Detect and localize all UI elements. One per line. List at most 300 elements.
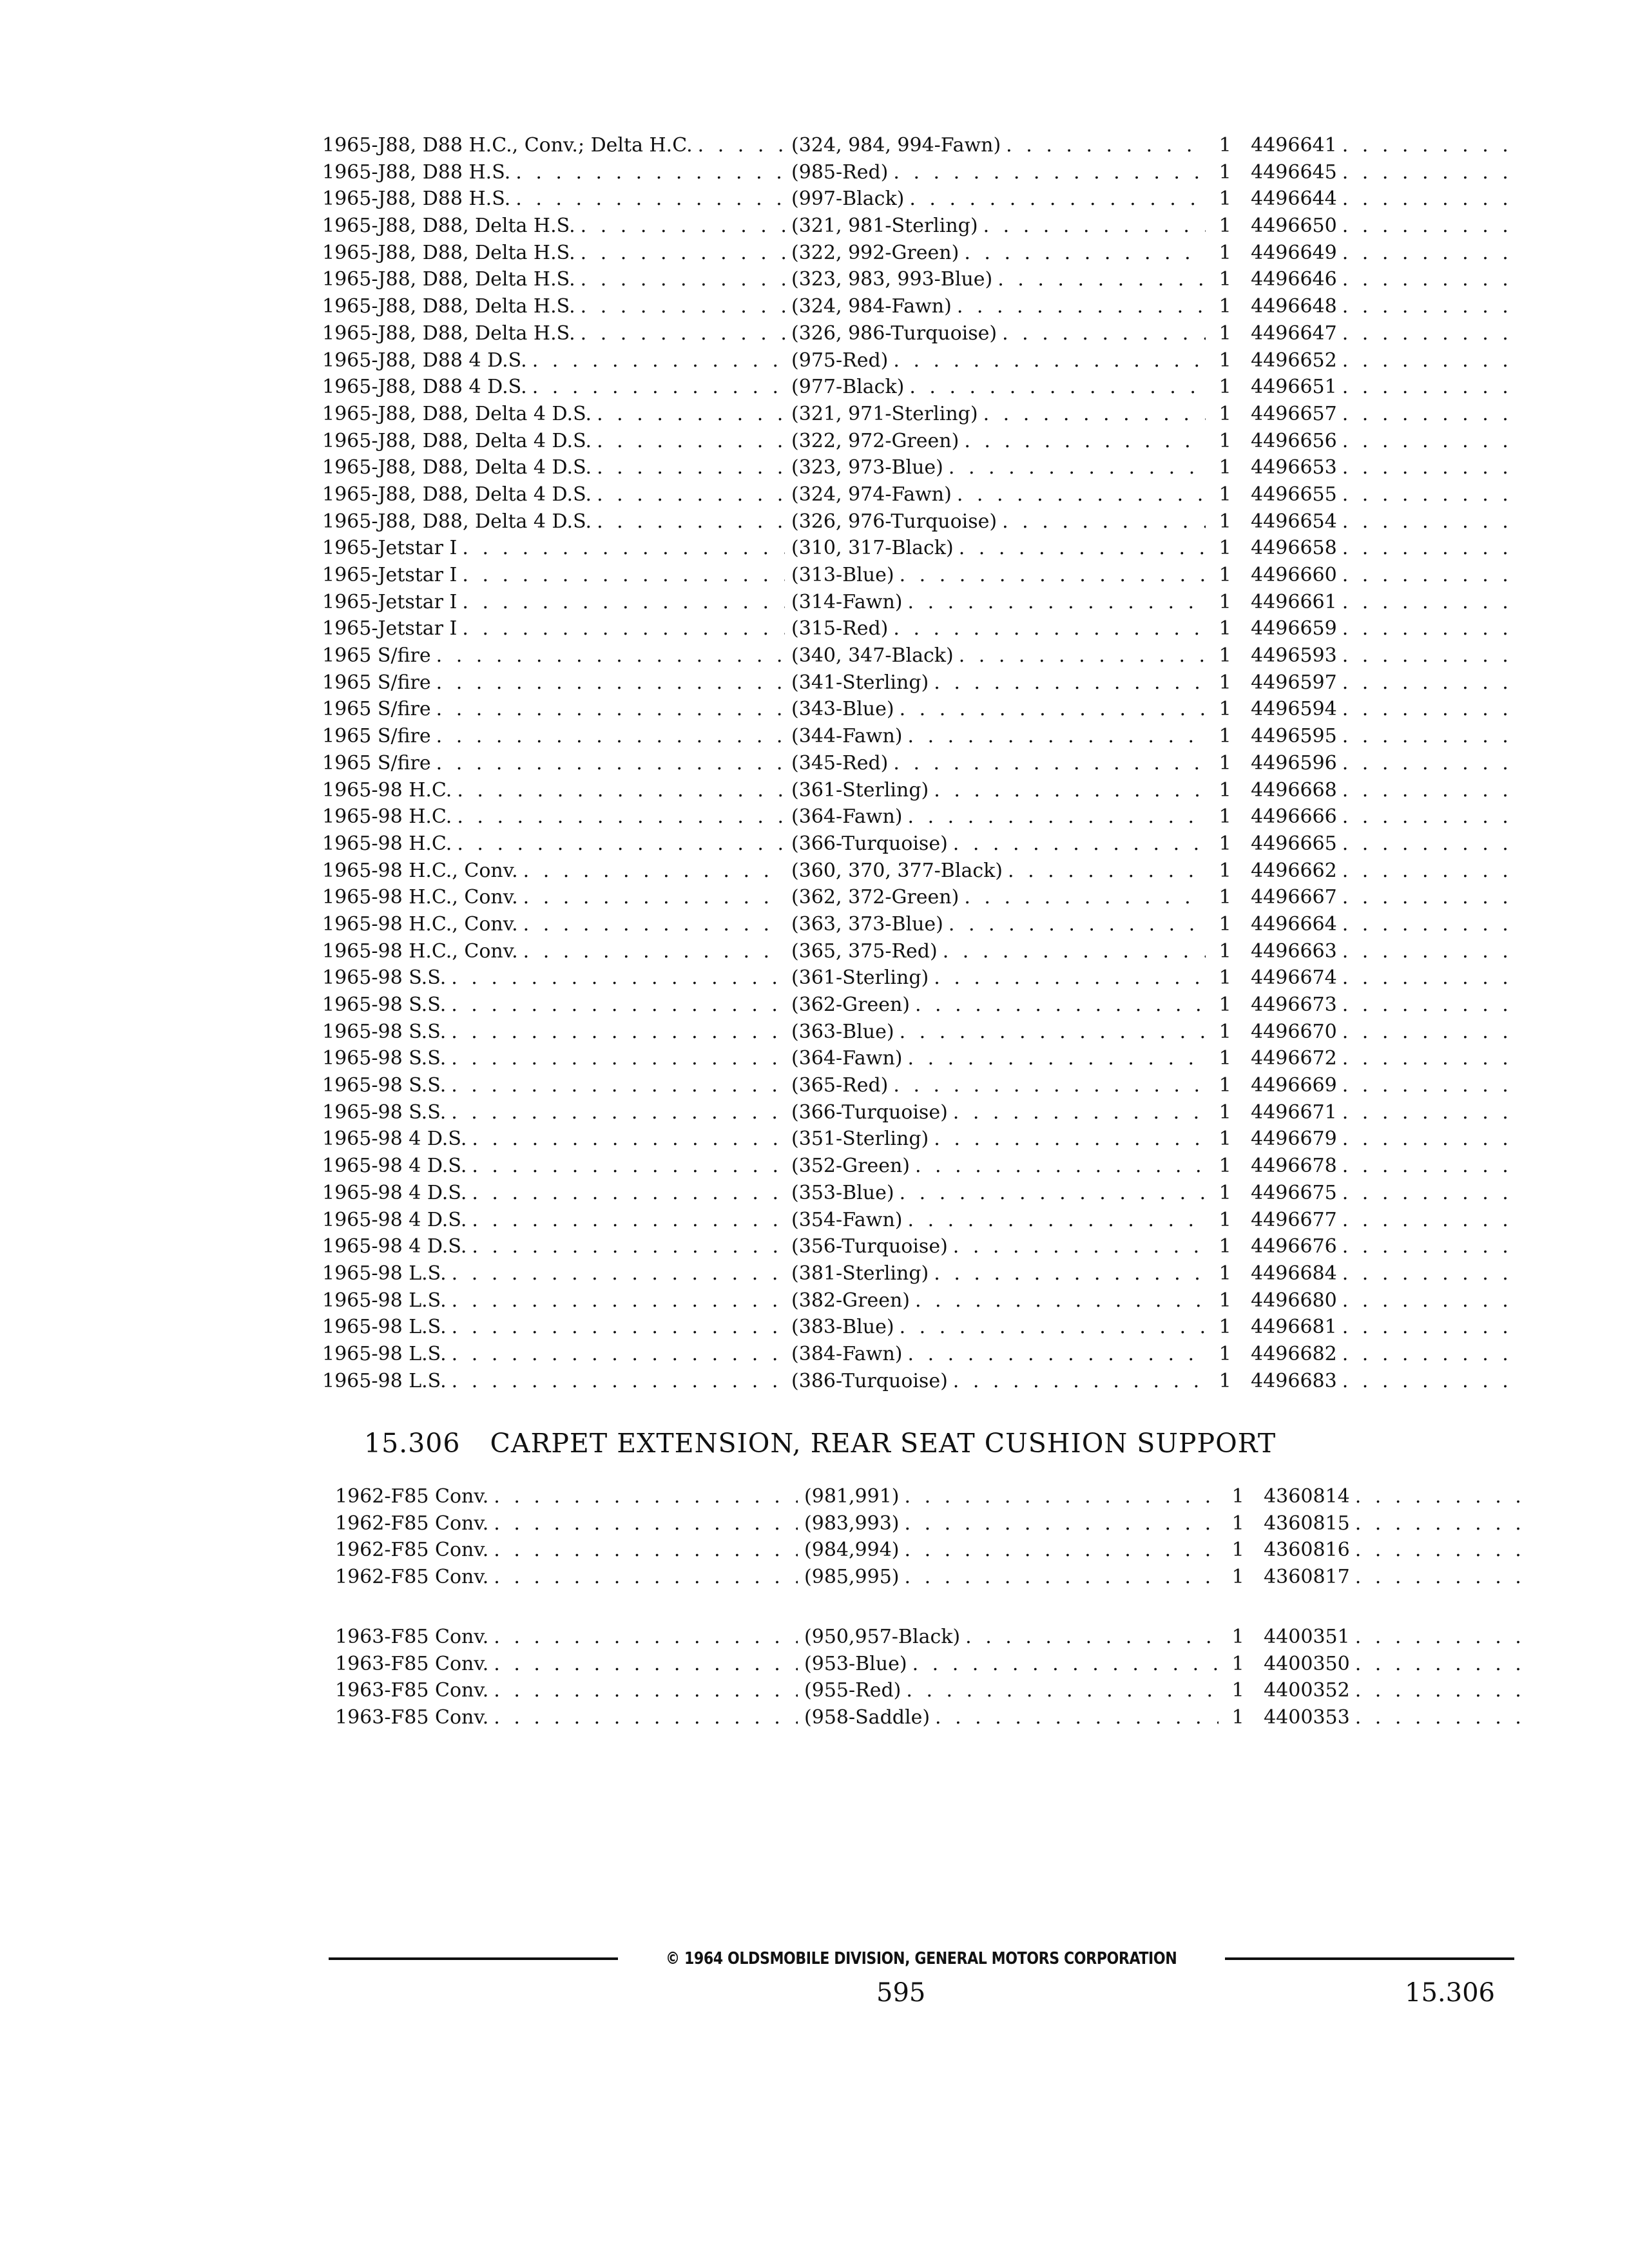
part-number-cell — [1251, 322, 1508, 345]
dot-leader — [1337, 456, 1508, 479]
dot-leader — [1350, 1653, 1521, 1675]
dot-leader — [452, 832, 785, 855]
dot-leader — [1337, 805, 1508, 828]
dot-leader — [888, 349, 1206, 372]
dot-leader — [446, 1101, 785, 1124]
trim-cell — [791, 940, 1206, 963]
trim-cell — [791, 376, 1206, 398]
model-cell — [322, 242, 785, 264]
model-text: 1965-98 S.S. — [322, 966, 447, 990]
dot-leader — [1337, 1209, 1508, 1231]
model-cell — [322, 1370, 785, 1392]
trim-cell — [791, 161, 1206, 184]
part-number-cell — [1251, 1074, 1508, 1097]
quantity-cell: 1 — [1219, 349, 1231, 372]
trim-text: (322, 972-Green) — [791, 429, 959, 452]
dot-leader — [488, 1626, 798, 1648]
table-row — [322, 1343, 1508, 1370]
part-number-cell — [1264, 1679, 1521, 1702]
dot-leader — [907, 1653, 1219, 1675]
table-row — [322, 1021, 1508, 1048]
quantity-cell: 1 — [1219, 1208, 1231, 1231]
trim-cell — [791, 752, 1206, 774]
table-row — [322, 430, 1508, 457]
quantity-cell: 1 — [1219, 537, 1231, 560]
trim-text: (953-Blue) — [804, 1652, 907, 1675]
dot-leader — [1337, 940, 1508, 963]
dot-leader — [938, 940, 1206, 963]
trim-text: (983,993) — [804, 1512, 900, 1535]
trim-text: (324, 984, 994-Fawn) — [791, 134, 1001, 157]
model-cell — [322, 322, 785, 345]
dot-leader — [1350, 1679, 1521, 1702]
model-text: 1965-98 S.S. — [322, 994, 447, 1016]
part-number-text: 4496674 — [1251, 966, 1337, 990]
part-number-text: 4400350 — [1264, 1652, 1350, 1675]
quantity-cell: 1 — [1219, 590, 1231, 613]
dot-leader — [888, 161, 1206, 184]
trim-text: (381-Sterling) — [791, 1262, 929, 1285]
model-text: 1965-J88, D88, Delta 4 D.S. — [322, 483, 592, 506]
trim-text: (384-Fawn) — [791, 1342, 903, 1365]
part-number-text: 4496660 — [1251, 564, 1337, 586]
dot-leader — [447, 1316, 785, 1338]
dot-leader — [467, 1209, 785, 1231]
trim-cell — [791, 187, 1206, 210]
trim-cell — [791, 134, 1206, 157]
model-text: 1965-J88, D88 H.S. — [322, 160, 511, 184]
dot-leader — [959, 886, 1206, 908]
part-number-text: 4496671 — [1251, 1100, 1337, 1124]
dot-leader — [447, 1343, 785, 1365]
trim-text: (361-Sterling) — [791, 778, 929, 802]
table-row — [322, 322, 1508, 349]
part-number-cell — [1264, 1485, 1521, 1508]
dot-leader — [1337, 1370, 1508, 1392]
part-number-text: 4496668 — [1251, 778, 1337, 802]
model-cell — [322, 966, 785, 989]
dot-leader — [900, 1539, 1219, 1561]
dot-leader — [888, 752, 1206, 774]
quantity-cell: 1 — [1219, 1100, 1231, 1124]
trim-cell — [791, 966, 1206, 989]
dot-leader — [1337, 1021, 1508, 1043]
dot-leader — [457, 537, 785, 559]
quantity-cell: 1 — [1219, 751, 1231, 774]
quantity-cell: 1 — [1219, 886, 1231, 909]
dot-leader — [467, 1128, 785, 1150]
model-cell — [322, 134, 785, 157]
model-text: 1965-Jetstar I — [322, 590, 458, 613]
quantity-cell: 1 — [1219, 994, 1231, 1016]
trim-cell — [791, 1155, 1206, 1177]
table-row — [322, 403, 1508, 430]
dot-leader — [997, 322, 1206, 345]
trim-text: (363-Blue) — [791, 1020, 894, 1043]
model-text: 1965-J88, D88 4 D.S. — [322, 376, 527, 399]
quantity-cell: 1 — [1219, 671, 1231, 694]
trim-cell — [791, 349, 1206, 372]
part-number-text: 4496651 — [1251, 376, 1337, 399]
trim-cell — [791, 1289, 1206, 1312]
model-text: 1962-F85 Conv. — [335, 1512, 489, 1535]
dot-leader — [900, 1512, 1219, 1535]
trim-text: (364-Fawn) — [791, 1047, 903, 1070]
part-number-text: 4496679 — [1251, 1128, 1337, 1151]
part-number-cell — [1251, 966, 1508, 989]
dot-leader — [948, 1235, 1206, 1258]
quantity-cell: 1 — [1219, 644, 1231, 668]
dot-leader — [510, 187, 785, 210]
model-text: 1965-98 H.C., Conv. — [322, 886, 518, 909]
model-text: 1965 S/fire — [322, 751, 431, 774]
quantity-cell: 1 — [1219, 805, 1231, 829]
table-row — [322, 134, 1508, 161]
trim-text: (341-Sterling) — [791, 671, 929, 694]
part-number-text: 4496669 — [1251, 1074, 1337, 1097]
trim-text: (382-Green) — [791, 1289, 910, 1312]
model-text: 1965-98 H.C. — [322, 832, 452, 855]
dot-leader — [488, 1653, 798, 1675]
quantity-cell: 1 — [1219, 1155, 1231, 1178]
part-number-cell — [1251, 510, 1508, 533]
part-number-cell — [1251, 644, 1508, 667]
dot-leader — [518, 886, 785, 908]
quantity-cell: 1 — [1219, 1369, 1231, 1392]
model-text: 1965-98 H.C. — [322, 805, 452, 829]
model-cell — [322, 617, 785, 640]
model-cell — [322, 268, 785, 291]
part-number-cell — [1251, 1209, 1508, 1231]
dot-leader — [929, 1262, 1206, 1285]
trim-text: (323, 983, 993-Blue) — [791, 268, 993, 291]
table-row — [322, 161, 1508, 188]
dot-leader — [888, 1074, 1206, 1097]
trim-text: (354-Fawn) — [791, 1208, 903, 1231]
quantity-cell: 1 — [1231, 1679, 1244, 1702]
dot-leader — [901, 1679, 1219, 1702]
dot-leader — [431, 725, 785, 747]
model-cell — [322, 161, 785, 184]
model-text: 1963-F85 Conv. — [335, 1652, 489, 1675]
dot-leader — [1337, 886, 1508, 908]
trim-text: (383-Blue) — [791, 1316, 894, 1339]
trim-cell — [804, 1566, 1219, 1588]
model-text: 1965 S/fire — [322, 671, 431, 694]
part-number-text: 4496663 — [1251, 939, 1337, 963]
dot-leader — [978, 215, 1206, 237]
model-cell — [335, 1679, 798, 1702]
dot-leader — [457, 591, 785, 613]
dot-leader — [929, 1128, 1206, 1150]
part-number-cell — [1264, 1512, 1521, 1535]
part-number-text: 4400353 — [1264, 1706, 1350, 1729]
model-text: 1965-98 S.S. — [322, 1047, 447, 1070]
trim-text: (360, 370, 377-Black) — [791, 859, 1003, 882]
part-number-text: 4496678 — [1251, 1155, 1337, 1178]
trim-cell — [791, 1343, 1206, 1365]
model-text: 1965-J88, D88, Delta H.S. — [322, 215, 575, 238]
model-cell — [322, 886, 785, 908]
section-heading — [364, 1428, 1276, 1459]
dot-leader — [1337, 994, 1508, 1016]
trim-text: (985,995) — [804, 1566, 900, 1589]
dot-leader — [1337, 1262, 1508, 1285]
footer-rule-left — [329, 1957, 618, 1960]
quantity-cell: 1 — [1219, 1020, 1231, 1043]
part-number-cell — [1251, 564, 1508, 586]
trim-text: (958-Saddle) — [804, 1706, 930, 1729]
quantity-cell: 1 — [1219, 1262, 1231, 1285]
part-number-text: 4496672 — [1251, 1047, 1337, 1070]
model-cell — [322, 591, 785, 613]
dot-leader — [1337, 403, 1508, 425]
trim-text: (975-Red) — [791, 349, 889, 372]
model-text: 1965-J88, D88, Delta H.S. — [322, 295, 575, 318]
part-number-cell — [1251, 376, 1508, 398]
part-number-text: 4496646 — [1251, 268, 1337, 291]
trim-text: (321, 981-Sterling) — [791, 215, 978, 238]
dot-leader — [1337, 242, 1508, 264]
model-text: 1965-J88, D88, Delta 4 D.S. — [322, 402, 592, 425]
dot-leader — [592, 403, 785, 425]
model-text: 1965-J88, D88, Delta 4 D.S. — [322, 510, 592, 533]
part-number-text: 4496676 — [1251, 1235, 1337, 1258]
model-cell — [322, 1316, 785, 1338]
quantity-cell: 1 — [1219, 617, 1231, 640]
model-cell — [322, 537, 785, 559]
dot-leader — [447, 1370, 785, 1392]
trim-cell — [791, 537, 1206, 559]
trim-cell — [791, 1370, 1206, 1392]
quantity-cell: 1 — [1219, 376, 1231, 399]
model-text: 1965-J88, D88, Delta 4 D.S. — [322, 429, 592, 452]
table-row — [335, 1512, 1521, 1539]
model-text: 1962-F85 Conv. — [335, 1539, 489, 1562]
dot-leader — [1337, 1343, 1508, 1365]
part-number-text: 4496684 — [1251, 1262, 1337, 1285]
dot-leader — [1337, 617, 1508, 640]
quantity-cell: 1 — [1219, 295, 1231, 318]
model-text: 1965-J88, D88 H.C., Conv.; Delta H.C. — [322, 134, 693, 157]
dot-leader — [1337, 832, 1508, 855]
section-heading-title: CARPET EXTENSION, REAR SEAT CUSHION SUPPORT — [490, 1428, 1277, 1459]
model-text: 1965-98 L.S. — [322, 1289, 447, 1312]
part-number-cell — [1251, 456, 1508, 479]
dot-leader — [1337, 187, 1508, 210]
model-text: 1962-F85 Conv. — [335, 1566, 489, 1589]
table-row — [322, 1262, 1508, 1289]
table-row — [322, 860, 1508, 887]
trim-text: (352-Green) — [791, 1155, 910, 1178]
table-row — [335, 1626, 1521, 1653]
part-number-cell — [1251, 1101, 1508, 1124]
dot-leader — [1350, 1512, 1521, 1535]
trim-text: (366-Turquoise) — [791, 832, 948, 855]
part-number-text: 4496653 — [1251, 456, 1337, 479]
trim-text: (343-Blue) — [791, 698, 894, 721]
dot-leader — [894, 564, 1206, 586]
trim-text: (363, 373-Blue) — [791, 912, 943, 936]
quantity-cell: 1 — [1219, 939, 1231, 963]
trim-text: (955-Red) — [804, 1679, 901, 1702]
part-number-cell — [1251, 671, 1508, 694]
dot-leader — [992, 268, 1206, 291]
part-number-text: 4496650 — [1251, 215, 1337, 238]
quantity-cell: 1 — [1219, 402, 1231, 425]
parts-list-1962 — [335, 1485, 1521, 1593]
table-row — [322, 1128, 1508, 1155]
model-text: 1965-98 S.S. — [322, 1020, 447, 1043]
model-text: 1965-98 4 D.S. — [322, 1235, 467, 1258]
model-cell — [322, 1343, 785, 1365]
dot-leader — [910, 1155, 1206, 1177]
trim-cell — [791, 403, 1206, 425]
part-number-text: 4496645 — [1251, 160, 1337, 184]
dot-leader — [518, 940, 785, 963]
part-number-text: 4496596 — [1251, 751, 1337, 774]
quantity-cell: 1 — [1219, 1235, 1231, 1258]
trim-text: (362, 372-Green) — [791, 886, 959, 909]
dot-leader — [1337, 1182, 1508, 1204]
model-cell — [322, 1209, 785, 1231]
model-cell — [335, 1706, 798, 1729]
dot-leader — [1337, 268, 1508, 291]
quantity-cell: 1 — [1219, 483, 1231, 506]
dot-leader — [488, 1679, 798, 1702]
model-cell — [335, 1566, 798, 1588]
table-row — [322, 456, 1508, 483]
dot-leader — [904, 376, 1206, 398]
table-row — [322, 1370, 1508, 1397]
table-row — [322, 591, 1508, 618]
trim-text: (362-Green) — [791, 994, 910, 1016]
dot-leader — [431, 644, 785, 667]
trim-text: (323, 973-Blue) — [791, 456, 943, 479]
trim-cell — [791, 1182, 1206, 1204]
dot-leader — [943, 913, 1206, 936]
model-text: 1965-J88, D88, Delta H.S. — [322, 241, 575, 264]
table-row — [322, 1289, 1508, 1316]
parts-list-1965 — [322, 134, 1508, 1396]
part-number-text: 4496683 — [1251, 1369, 1337, 1392]
dot-leader — [1001, 134, 1206, 157]
trim-cell — [791, 1074, 1206, 1097]
model-text: 1965-98 4 D.S. — [322, 1208, 467, 1231]
model-text: 1962-F85 Conv. — [335, 1485, 489, 1508]
model-cell — [322, 805, 785, 828]
dot-leader — [903, 1343, 1206, 1365]
table-row — [322, 349, 1508, 376]
table-row — [322, 1235, 1508, 1262]
trim-text: (314-Fawn) — [791, 590, 903, 613]
table-row — [322, 1101, 1508, 1128]
quantity-cell: 1 — [1219, 134, 1231, 157]
part-number-cell — [1264, 1539, 1521, 1561]
quantity-cell: 1 — [1219, 725, 1231, 748]
quantity-cell: 1 — [1231, 1512, 1244, 1535]
dot-leader — [1337, 376, 1508, 398]
dot-leader — [575, 242, 785, 264]
dot-leader — [446, 1047, 785, 1070]
dot-leader — [446, 1074, 785, 1097]
trim-text: (310, 317-Black) — [791, 537, 954, 560]
dot-leader — [1337, 1101, 1508, 1124]
trim-cell — [791, 832, 1206, 855]
dot-leader — [894, 1316, 1206, 1338]
footer-copyright: © 1964 OLDSMOBILE DIVISION, GENERAL MOTORS CORPORATION — [666, 1949, 1177, 1968]
dot-leader — [1337, 1074, 1508, 1097]
trim-text: (353-Blue) — [791, 1181, 894, 1204]
trim-cell — [791, 1101, 1206, 1124]
quantity-cell: 1 — [1219, 160, 1231, 184]
dot-leader — [903, 1209, 1206, 1231]
model-cell — [322, 860, 785, 882]
table-row — [322, 483, 1508, 510]
model-cell — [322, 1155, 785, 1177]
trim-cell — [791, 1316, 1206, 1338]
trim-cell — [791, 564, 1206, 586]
trim-text: (326, 976-Turquoise) — [791, 510, 998, 533]
model-cell — [322, 1182, 785, 1204]
table-row — [322, 1182, 1508, 1209]
model-text: 1965 S/fire — [322, 725, 431, 748]
part-number-cell — [1251, 242, 1508, 264]
part-number-text: 4496657 — [1251, 402, 1337, 425]
model-cell — [322, 671, 785, 694]
dot-leader — [1337, 322, 1508, 345]
trim-cell — [791, 295, 1206, 318]
table-row — [322, 913, 1508, 940]
trim-text: (981,991) — [804, 1485, 900, 1508]
dot-leader — [527, 349, 785, 372]
model-cell — [322, 1289, 785, 1312]
part-number-cell — [1251, 940, 1508, 963]
part-number-cell — [1251, 1021, 1508, 1043]
trim-text: (326, 986-Turquoise) — [791, 322, 998, 345]
part-number-text: 4360815 — [1264, 1512, 1350, 1535]
model-cell — [322, 1074, 785, 1097]
dot-leader — [452, 779, 785, 802]
trim-cell — [791, 1021, 1206, 1043]
part-number-cell — [1264, 1626, 1521, 1648]
trim-cell — [791, 805, 1206, 828]
dot-leader — [446, 994, 785, 1016]
dot-leader — [904, 187, 1206, 210]
dot-leader — [903, 591, 1206, 613]
table-row — [322, 617, 1508, 644]
part-number-text: 4496682 — [1251, 1342, 1337, 1365]
part-number-text: 4400352 — [1264, 1679, 1350, 1702]
table-row — [322, 1155, 1508, 1182]
table-row — [322, 752, 1508, 779]
dot-leader — [903, 805, 1206, 828]
trim-cell — [791, 860, 1206, 882]
part-number-text: 4496644 — [1251, 187, 1337, 211]
quantity-cell: 1 — [1219, 510, 1231, 533]
model-text: 1965-98 L.S. — [322, 1342, 447, 1365]
part-number-text: 4400351 — [1264, 1626, 1350, 1648]
trim-cell — [804, 1706, 1219, 1729]
table-row — [322, 242, 1508, 269]
table-row — [322, 187, 1508, 215]
part-number-cell — [1251, 1128, 1508, 1150]
table-row — [322, 725, 1508, 752]
dot-leader — [575, 215, 785, 237]
part-number-text: 4496665 — [1251, 832, 1337, 855]
dot-leader — [457, 564, 785, 586]
model-cell — [322, 1101, 785, 1124]
